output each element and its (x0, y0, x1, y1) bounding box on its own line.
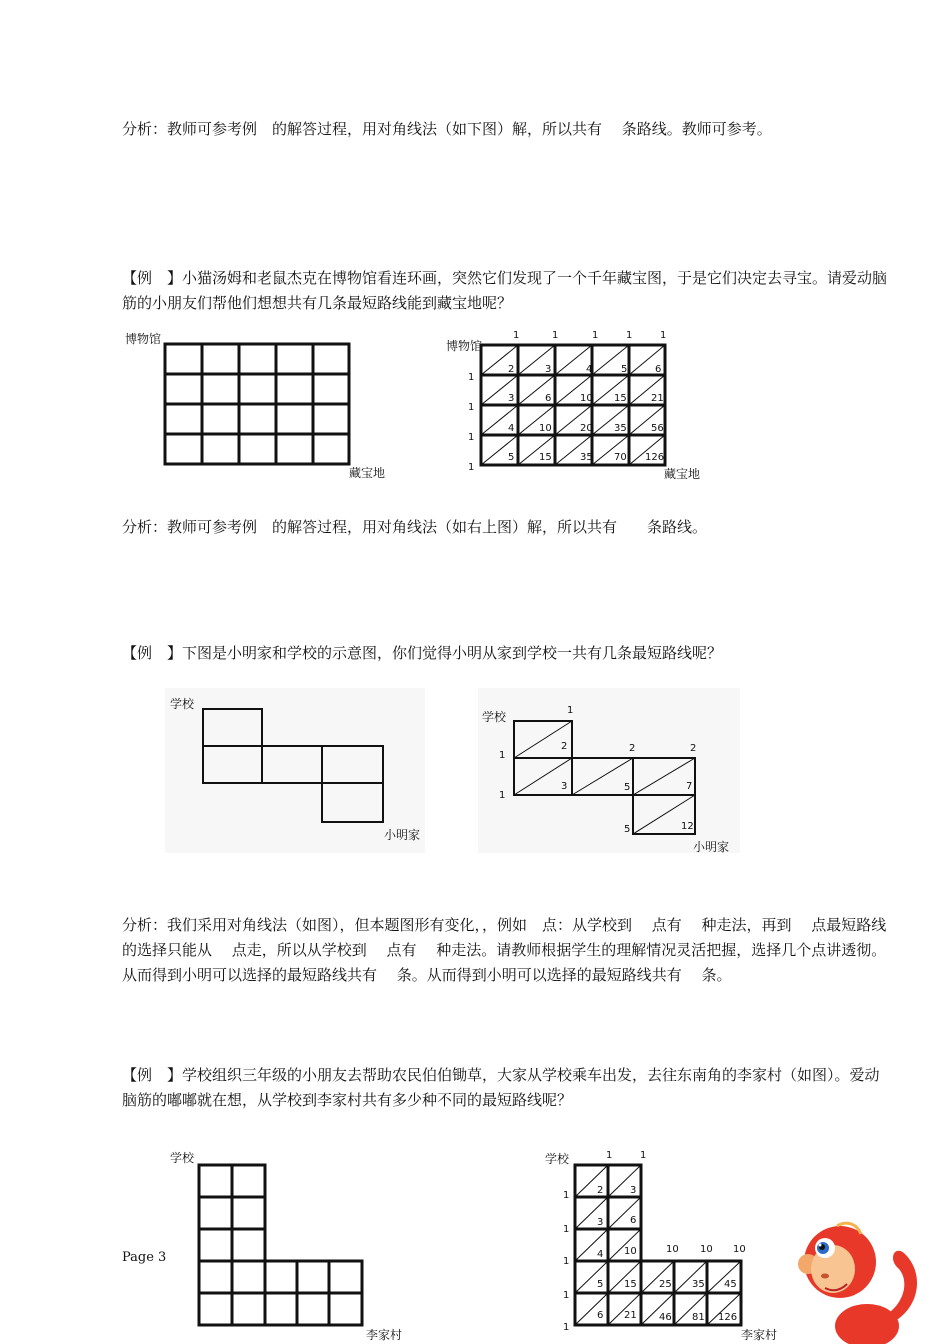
stair-grid-solved (513, 720, 703, 840)
cell-value: 56 (651, 423, 664, 434)
cell-value: 35 (580, 452, 593, 463)
left-one: 1 (563, 1190, 570, 1201)
cell-value: 10 (580, 393, 593, 404)
cell-value: 4 (586, 364, 593, 375)
cell-value: 15 (539, 452, 552, 463)
left-one: 1 (563, 1256, 570, 1267)
col-top: 10 (666, 1244, 679, 1255)
cell-value: 3 (508, 393, 515, 404)
cell-value: 35 (614, 423, 627, 434)
village-label-solved: 李家村 (741, 1328, 778, 1342)
node-value: 3 (561, 781, 568, 792)
example-3-text: 【例 】下图是小明家和学校的示意图，你们觉得小明从家到学校一共有几条最短路线呢？ (122, 644, 723, 662)
cell-value: 2 (508, 364, 515, 375)
cell-value: 10 (539, 423, 552, 434)
cell-value: 35 (692, 1279, 705, 1290)
stair-grid-empty (202, 708, 392, 828)
village-label: 李家村 (366, 1328, 403, 1342)
school-label-4-solved: 学校 (545, 1152, 570, 1166)
treasure-label: 藏宝地 (349, 466, 386, 480)
cell-value: 15 (614, 393, 627, 404)
cell-value: 45 (724, 1279, 737, 1290)
cell-value: 70 (614, 452, 627, 463)
cell-value: 3 (545, 364, 552, 375)
school-label-4: 学校 (170, 1151, 195, 1165)
grid-4x5-empty (163, 342, 353, 467)
top-one: 1 (626, 330, 633, 341)
node-value: 5 (624, 782, 631, 793)
cell-value: 6 (630, 1215, 637, 1226)
cell-value: 126 (718, 1312, 738, 1323)
analysis-paragraph-1: 分析：教师可参考例 的解答过程，用对角线法（如下图）解，所以共有 条路线。教师可参考。 (122, 120, 772, 138)
cell-value: 5 (621, 364, 628, 375)
l-grid-empty (197, 1163, 367, 1328)
left-one: 1 (563, 1322, 570, 1333)
grid-4x5-solved (479, 343, 669, 468)
top-one: 1 (592, 330, 599, 341)
node-value: 1 (567, 705, 574, 716)
node-value: 5 (624, 824, 631, 835)
cell-value: 2 (597, 1185, 604, 1196)
cell-value: 10 (624, 1246, 637, 1257)
left-one: 1 (468, 462, 475, 473)
col-top: 10 (733, 1244, 746, 1255)
museum-label: 博物馆 (125, 332, 162, 346)
home-label-solved: 小明家 (693, 840, 730, 854)
cell-value: 21 (651, 393, 664, 404)
cell-value: 5 (597, 1279, 604, 1290)
cell-value: 21 (624, 1310, 637, 1321)
node-value: 2 (629, 743, 636, 754)
example-4-text: 【例 】学校组织三年级的小朋友去帮助农民伯伯锄草，大家从学校乘车出发，去往东南角的李家村（如图）。爱动脑筋的嘟嘟就在想，从学校到李家村共有多少种不同的最短路线呢？ (122, 1066, 880, 1109)
example-2-analysis: 分析：教师可参考例 的解答过程，用对角线法（如右上图）解，所以共有 条路线。 (122, 518, 708, 536)
cell-value: 25 (659, 1279, 672, 1290)
cell-value: 6 (597, 1310, 604, 1321)
page-number: Page 3 (122, 1250, 167, 1265)
node-value: 2 (690, 743, 697, 754)
cell-value: 5 (508, 452, 515, 463)
cell-value: 4 (597, 1249, 604, 1260)
node-value: 7 (686, 781, 693, 792)
node-value: 12 (681, 821, 694, 832)
cell-value: 4 (508, 423, 515, 434)
top-one: 1 (660, 330, 667, 341)
home-label: 小明家 (384, 828, 421, 842)
left-one: 1 (468, 432, 475, 443)
school-label-solved: 学校 (482, 710, 507, 724)
cell-value: 126 (645, 452, 665, 463)
left-one: 1 (468, 402, 475, 413)
node-value: 1 (499, 790, 506, 801)
top-one: 1 (640, 1150, 647, 1161)
museum-label-solved: 博物馆 (446, 339, 483, 353)
left-one: 1 (468, 372, 475, 383)
cell-value: 46 (659, 1312, 672, 1323)
cell-value: 6 (545, 393, 552, 404)
top-one: 1 (606, 1150, 613, 1161)
cell-value: 15 (624, 1279, 637, 1290)
top-one: 1 (513, 330, 520, 341)
cell-value: 3 (597, 1217, 604, 1228)
node-value: 1 (499, 750, 506, 761)
school-label: 学校 (170, 697, 195, 711)
cell-value: 6 (655, 364, 662, 375)
example-2-text: 【例 】小猫汤姆和老鼠杰克在博物馆看连环画，突然它们发现了一个千年藏宝图，于是它们决定去寻宝。请爱动脑筋的小朋友们帮他们想想共有几条最短路线能到藏宝地呢？ (122, 269, 888, 312)
top-one: 1 (552, 330, 559, 341)
col-top: 10 (700, 1244, 713, 1255)
node-value: 2 (561, 741, 568, 752)
treasure-label-solved: 藏宝地 (664, 467, 701, 481)
cell-value: 20 (580, 423, 593, 434)
monkey-mascot-icon (795, 1214, 925, 1344)
cell-value: 81 (692, 1312, 705, 1323)
cell-value: 3 (630, 1185, 637, 1196)
left-one: 1 (563, 1224, 570, 1235)
left-one: 1 (563, 1290, 570, 1301)
example-3-analysis: 分析：我们采用对角线法（如图），但本题图形有变化，，例如 点：从学校到 点有 种走法，再到 点最短路线的选择只能从 点走，所以从学校到 点有 种走法。请教师根据学生的理解情况灵活把握，选择几个点讲透彻。从而得到小明可以选择的最短路线共有 条。从而得到小明可以选择的最短路线共有 条。 (122, 916, 887, 984)
